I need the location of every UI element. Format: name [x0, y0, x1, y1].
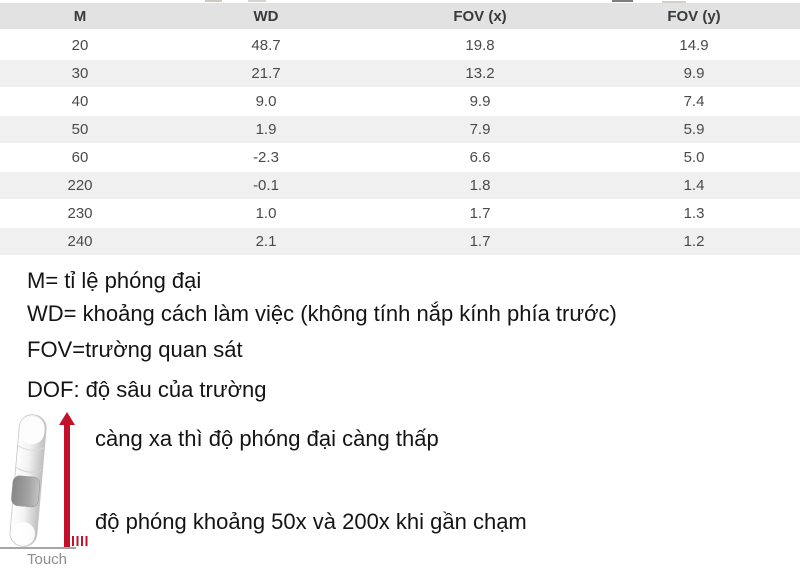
- table-cell: 48.7: [160, 31, 372, 60]
- table-cell: 5.0: [588, 144, 800, 172]
- table-cell: 7.9: [372, 116, 588, 144]
- column-header: FOV (y): [588, 3, 800, 31]
- table-cell: 9.9: [588, 60, 800, 88]
- table-cell: 220: [0, 172, 160, 200]
- legend-line-wd: WD= khoảng cách làm việc (không tính nắp kính phía trước): [27, 301, 617, 326]
- table-row: [0, 31, 800, 60]
- legend-line-m: M= tỉ lệ phóng đại: [27, 268, 202, 293]
- table-cell: 21.7: [160, 60, 372, 88]
- table-cell: 9.0: [160, 88, 372, 116]
- table-cell: 1.4: [588, 172, 800, 200]
- column-header: M: [0, 3, 160, 31]
- magnification-spec-table: [0, 3, 800, 256]
- table-cell: 6.6: [372, 144, 588, 172]
- table-cell: 5.9: [588, 116, 800, 144]
- far-magnification-label: càng xa thì độ phóng đại càng thấp: [95, 426, 439, 451]
- touch-surface-line: [0, 547, 76, 549]
- table-cell: 30: [0, 60, 160, 88]
- magnification-diagram: [0, 405, 800, 570]
- table-row: [0, 116, 800, 144]
- column-header: FOV (x): [372, 3, 588, 31]
- near-touch-dashes: [72, 536, 89, 546]
- table-cell: 1.7: [372, 200, 588, 228]
- top-edge-artifact: [612, 0, 633, 2]
- table-cell: 60: [0, 144, 160, 172]
- legend-line-dof: DOF: độ sâu của trường: [27, 377, 267, 402]
- table-cell: 2.1: [160, 228, 372, 256]
- table-cell: 9.9: [372, 88, 588, 116]
- table-cell: 14.9: [588, 31, 800, 60]
- table-cell: -0.1: [160, 172, 372, 200]
- table-cell: 1.2: [588, 228, 800, 256]
- table-cell: 1.7: [372, 228, 588, 256]
- table-cell: 240: [0, 228, 160, 256]
- table-cell: -2.3: [160, 144, 372, 172]
- table-cell: 13.2: [372, 60, 588, 88]
- table-header-row: [0, 3, 800, 31]
- table-cell: 1.8: [372, 172, 588, 200]
- distance-arrow-shaft: [64, 424, 70, 547]
- top-edge-artifact: [248, 0, 266, 2]
- touch-label: Touch: [27, 551, 68, 568]
- table-row: [0, 172, 800, 200]
- table-cell: 230: [0, 200, 160, 228]
- table-cell: 19.8: [372, 31, 588, 60]
- table-cell: 1.9: [160, 116, 372, 144]
- table-body: [0, 31, 800, 256]
- legend-line-fov: FOV=trường quan sát: [27, 337, 243, 362]
- table-cell: 20: [0, 31, 160, 60]
- table-cell: 50: [0, 116, 160, 144]
- table-row: [0, 200, 800, 228]
- table-cell: 1.3: [588, 200, 800, 228]
- legend-block: [27, 268, 617, 402]
- table-cell: 7.4: [588, 88, 800, 116]
- near-magnification-label: độ phóng khoảng 50x và 200x khi gần chạm: [95, 509, 527, 534]
- table-row: [0, 88, 800, 116]
- table-row: [0, 228, 800, 256]
- microscope-device-illustration: [8, 413, 88, 553]
- table-row: [0, 60, 800, 88]
- column-header: WD: [160, 3, 372, 31]
- table-row: [0, 144, 800, 172]
- table-cell: 1.0: [160, 200, 372, 228]
- top-edge-artifact: [205, 0, 222, 2]
- table-cell: 40: [0, 88, 160, 116]
